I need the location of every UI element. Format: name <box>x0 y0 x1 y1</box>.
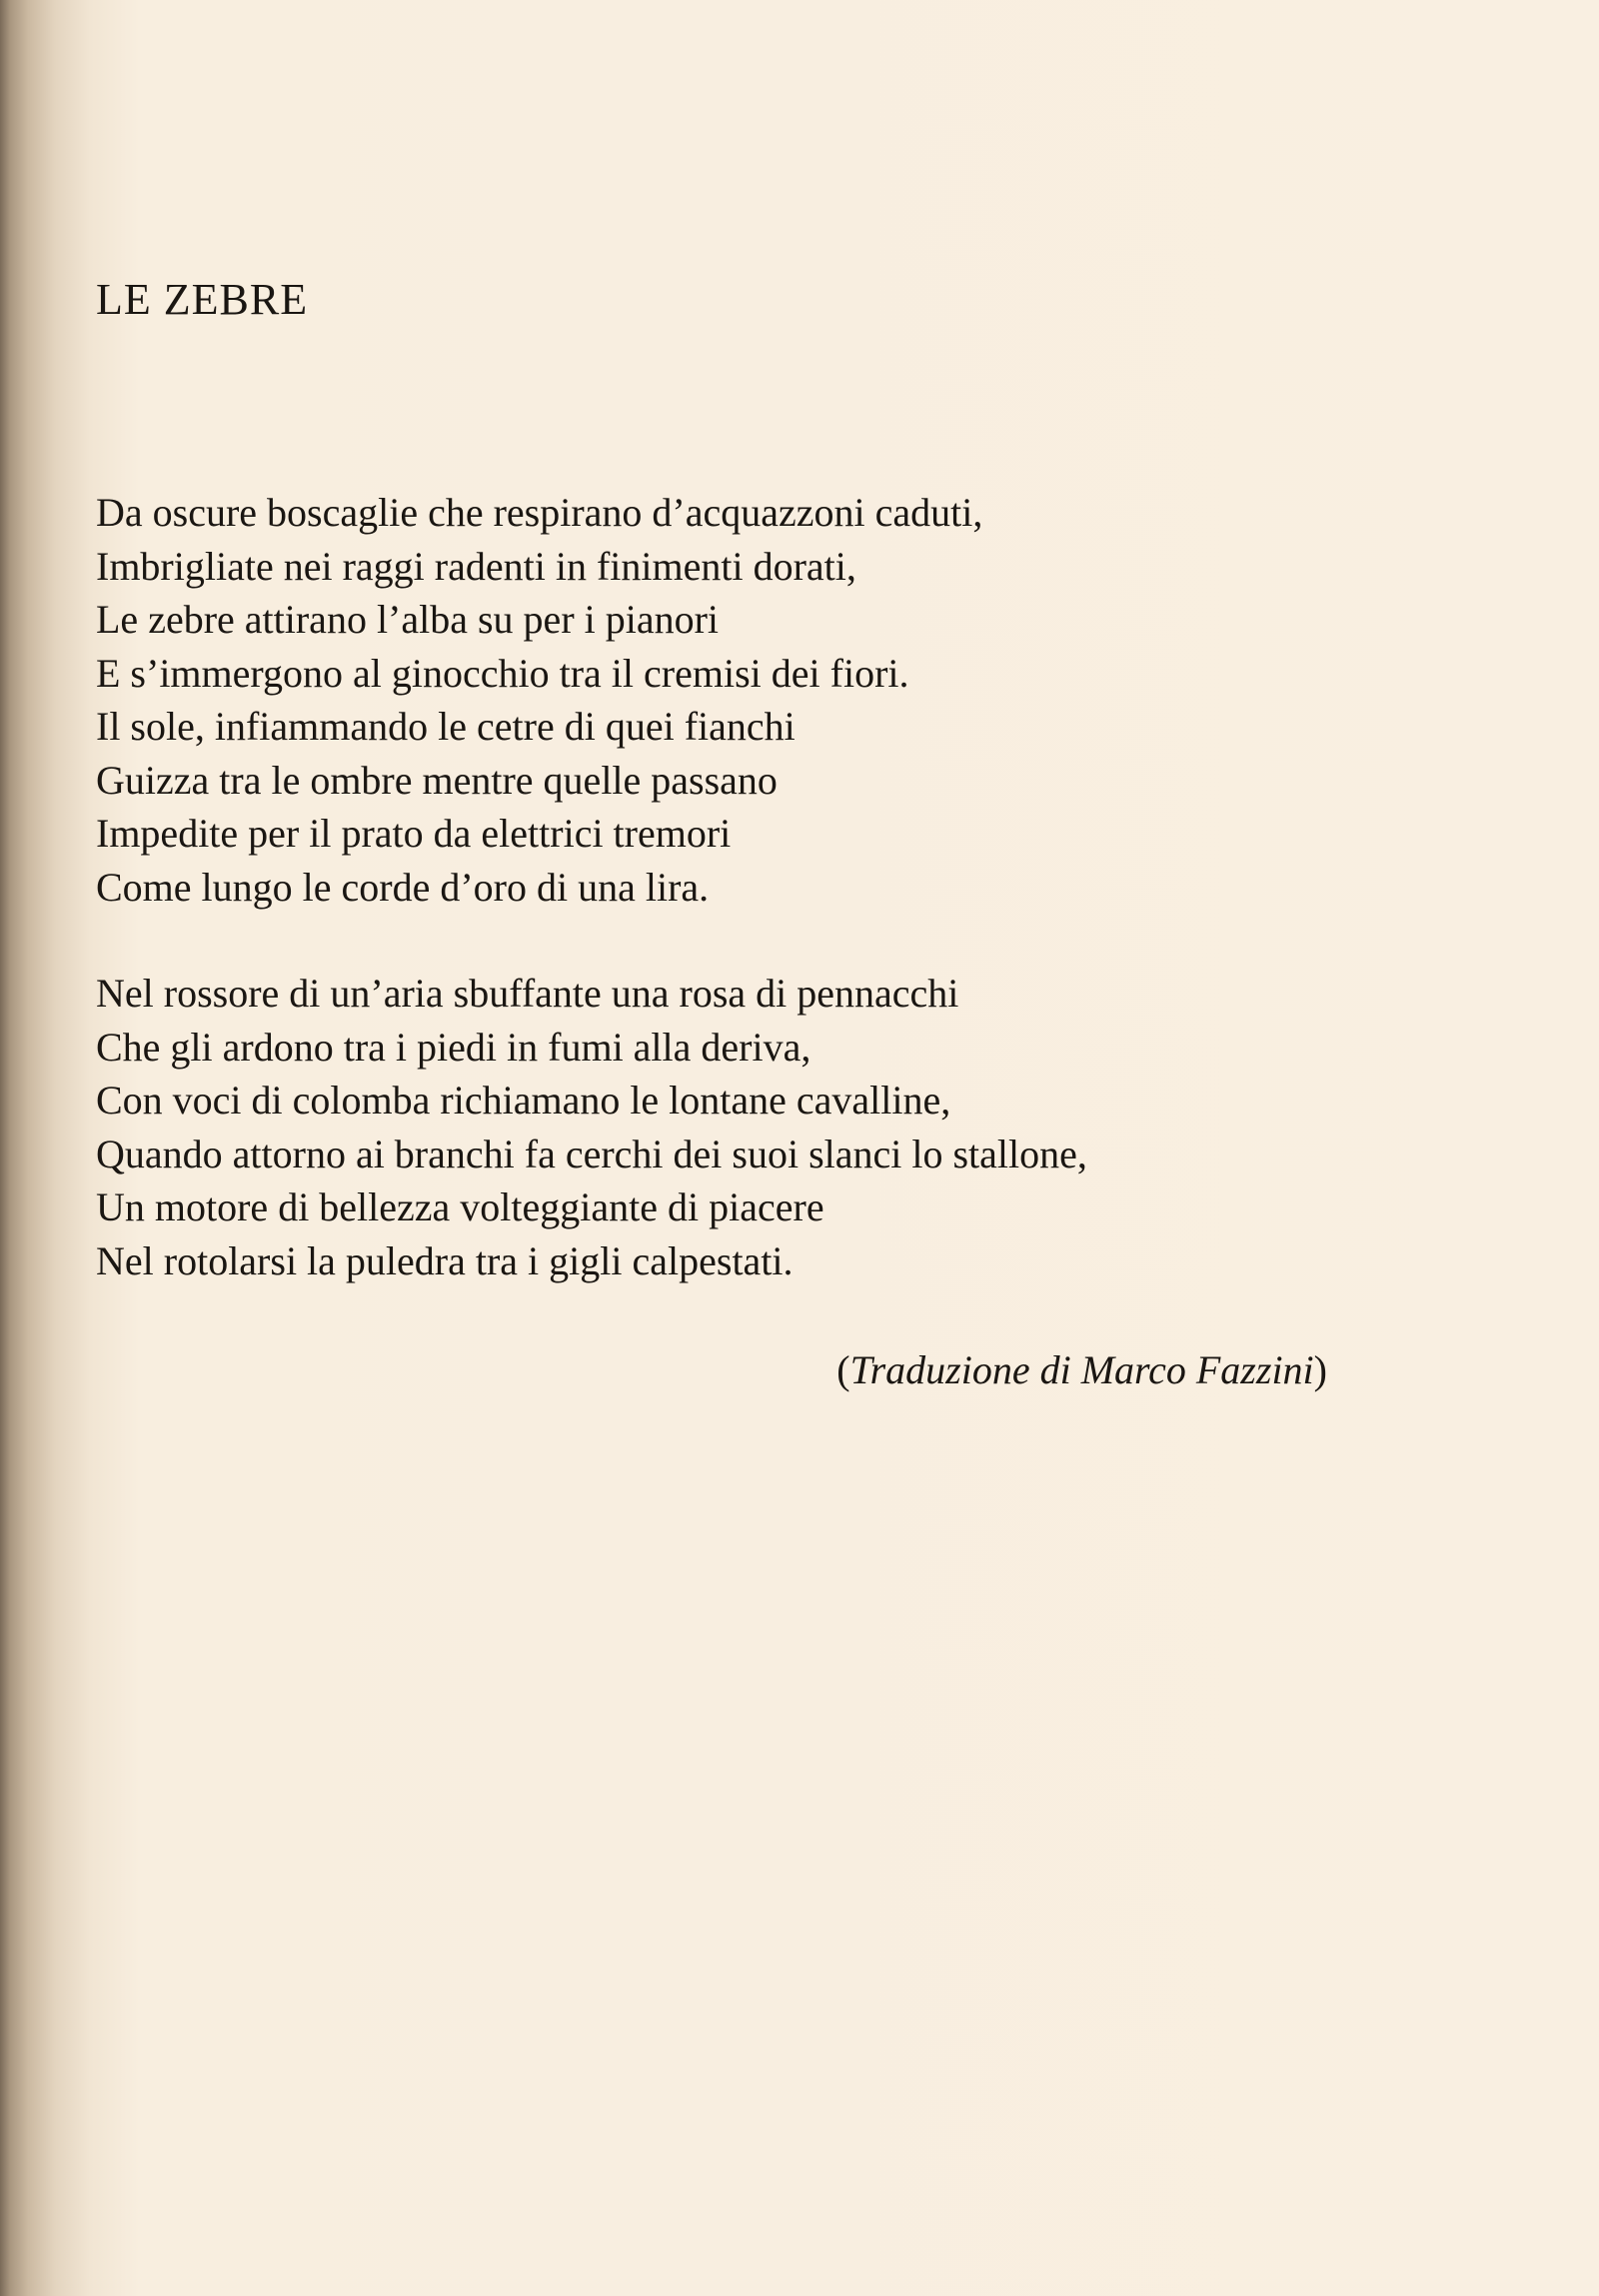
credit-close-paren: ) <box>1313 1347 1327 1392</box>
poem-line: Quando attorno ai branchi fa cerchi dei suoi slanci lo stallone, <box>96 1131 1087 1176</box>
poem-line: Impedite per il prato da elettrici tremori <box>96 811 732 856</box>
poem-line: E s’immergono al ginocchio tra il cremisi dei fiori. <box>96 650 909 696</box>
translator-credit-text: Traduzione di Marco Fazzini <box>849 1347 1314 1392</box>
poem-line: Un motore di bellezza volteggiante di piacere <box>96 1184 824 1229</box>
poem-line: Nel rossore di un’aria sbuffante una rosa di pennacchi <box>96 971 959 1016</box>
poem-line: Imbrigliate nei raggi radenti in finimenti dorati, <box>96 543 856 589</box>
poem-line: Che gli ardono tra i piedi in fumi alla deriva, <box>96 1024 811 1070</box>
poem-line: Con voci di colomba richiamano le lontane cavalline, <box>96 1078 951 1123</box>
poem-title: LE ZEBRE <box>96 275 309 324</box>
poem-line: Nel rotolarsi la puledra tra i gigli calpestati. <box>96 1237 794 1283</box>
poem-line: Le zebre attirano l’alba su per i pianori <box>96 597 720 642</box>
poem-line: Il sole, infiammando le cetre di quei fianchi <box>96 704 796 749</box>
poem-line: Da oscure boscaglie che respirano d’acquazzoni caduti, <box>96 490 983 535</box>
poem-line: Come lungo le corde d’oro di una lira. <box>96 864 710 910</box>
stanza-2 <box>96 967 1087 1287</box>
poem-line: Guizza tra le ombre mentre quelle passano <box>96 757 778 803</box>
credit-open-paren: ( <box>836 1347 850 1392</box>
translation-credit <box>836 1343 1327 1397</box>
stanza-1 <box>96 486 982 914</box>
